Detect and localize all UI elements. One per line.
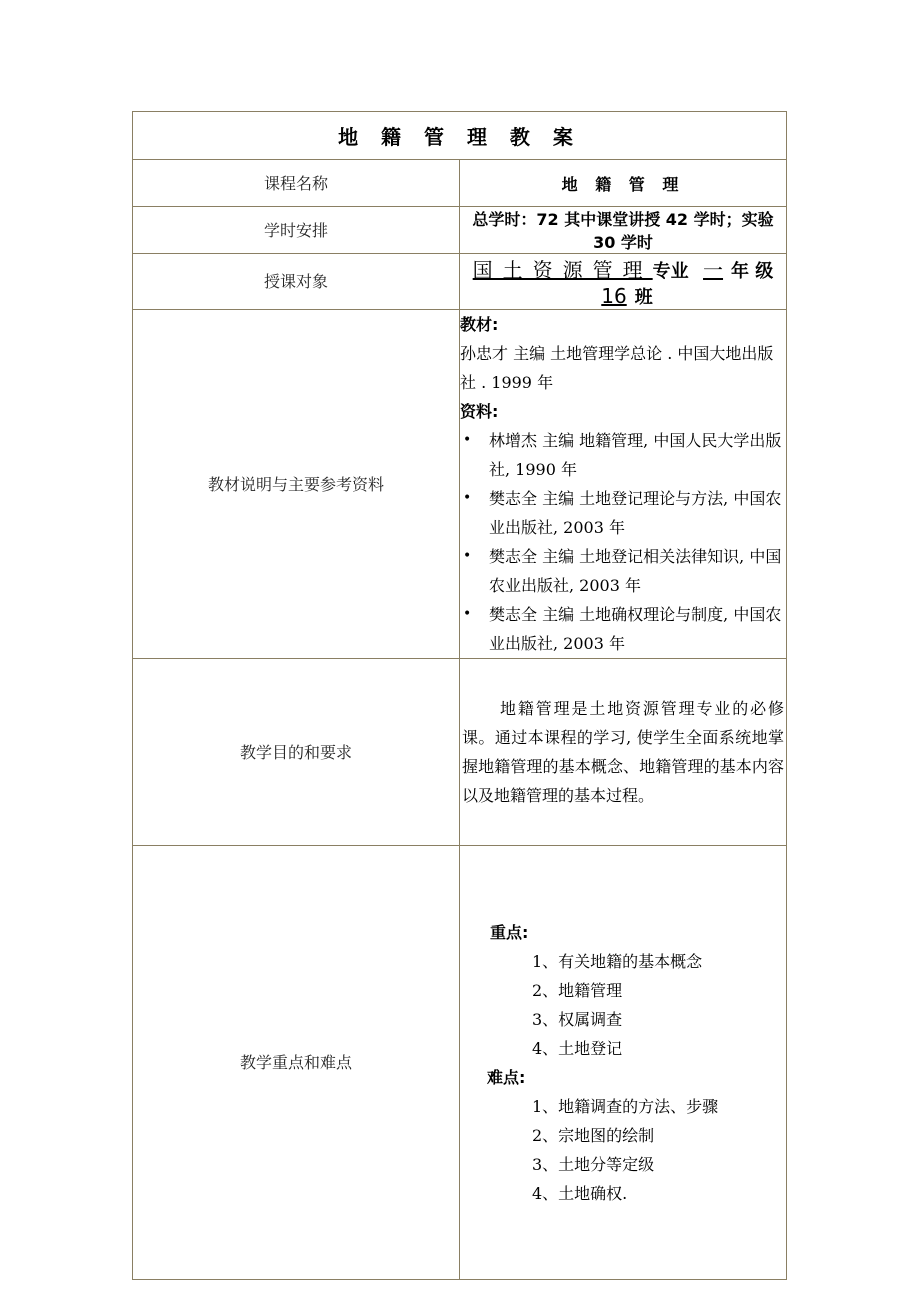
target-label: 授课对象 (133, 254, 460, 310)
reference-item (460, 426, 786, 484)
reference-list (460, 426, 786, 658)
target-class-number: 16 (601, 284, 627, 308)
goal-row (133, 659, 787, 846)
target-year-suffix: 年 级 (731, 261, 774, 282)
materials-content (460, 310, 787, 659)
document-title: 地 籍 管 理 教 案 (133, 112, 787, 160)
difficult-item: 1、地籍调查的方法、步骤 (532, 1096, 719, 1116)
key-points-row (133, 846, 787, 1280)
reference-item (460, 484, 786, 542)
lesson-plan-table (132, 111, 787, 1280)
references-heading: 资料: (460, 402, 499, 421)
target-row (133, 254, 787, 310)
course-name-label: 课程名称 (133, 160, 460, 207)
target-major: 国土资源管理 (472, 258, 653, 282)
reference-text: 樊志全 主编 土地确权理论与制度, 中国农业出版社, 2003 年 (489, 605, 782, 653)
hours-value: 总学时：72 其中课堂讲授 42 学时；实验 30 学时 (460, 207, 787, 254)
key-heading: 重点: (490, 922, 529, 942)
goal-label: 教学目的和要求 (133, 659, 460, 846)
goal-content (460, 659, 787, 846)
key-item: 4、土地登记 (532, 1038, 623, 1058)
reference-item (460, 600, 786, 658)
reference-item (460, 542, 786, 600)
key-item: 3、权属调查 (532, 1009, 623, 1029)
target-major-suffix: 专业 (652, 261, 689, 282)
difficult-item: 4、土地确权. (532, 1183, 628, 1203)
bullet-icon: • (463, 606, 472, 622)
key-item: 1、有关地籍的基本概念 (532, 951, 703, 971)
hours-row (133, 207, 787, 254)
textbook-entry: 孙忠才 主编 土地管理学总论 . 中国大地出版社 . 1999 年 (460, 344, 774, 392)
course-name-value: 地 籍 管 理 (460, 160, 787, 207)
target-class-suffix: 班 (634, 287, 653, 308)
key-points-block (460, 918, 786, 1208)
reference-text: 樊志全 主编 土地登记理论与方法, 中国农业出版社, 2003 年 (489, 489, 782, 537)
bullet-icon: • (463, 548, 472, 564)
target-year: 一 (703, 258, 724, 282)
title-row (133, 112, 787, 160)
course-name-row (133, 160, 787, 207)
materials-label: 教材说明与主要参考资料 (133, 310, 460, 659)
bullet-icon: • (463, 490, 472, 506)
materials-row (133, 310, 787, 659)
key-points-content (460, 846, 787, 1280)
difficult-item: 3、土地分等定级 (532, 1154, 655, 1174)
difficult-heading: 难点: (487, 1067, 526, 1087)
bullet-icon: • (463, 432, 472, 448)
key-item: 2、地籍管理 (532, 980, 623, 1000)
key-points-label: 教学重点和难点 (133, 846, 460, 1280)
reference-text: 樊志全 主编 土地登记相关法律知识, 中国农业出版社, 2003 年 (489, 547, 782, 595)
textbook-heading: 教材: (460, 315, 499, 334)
reference-text: 林增杰 主编 地籍管理, 中国人民大学出版社, 1990 年 (489, 431, 782, 479)
goal-text: 地籍管理是土地资源管理专业的必修课。通过本课程的学习, 使学生全面系统地掌握地籍管理的基本概念、地籍管理的基本内容以及地籍管理的基本过程。 (462, 699, 784, 805)
hours-label: 学时安排 (133, 207, 460, 254)
difficult-item: 2、宗地图的绘制 (532, 1125, 655, 1145)
target-value (460, 254, 787, 310)
